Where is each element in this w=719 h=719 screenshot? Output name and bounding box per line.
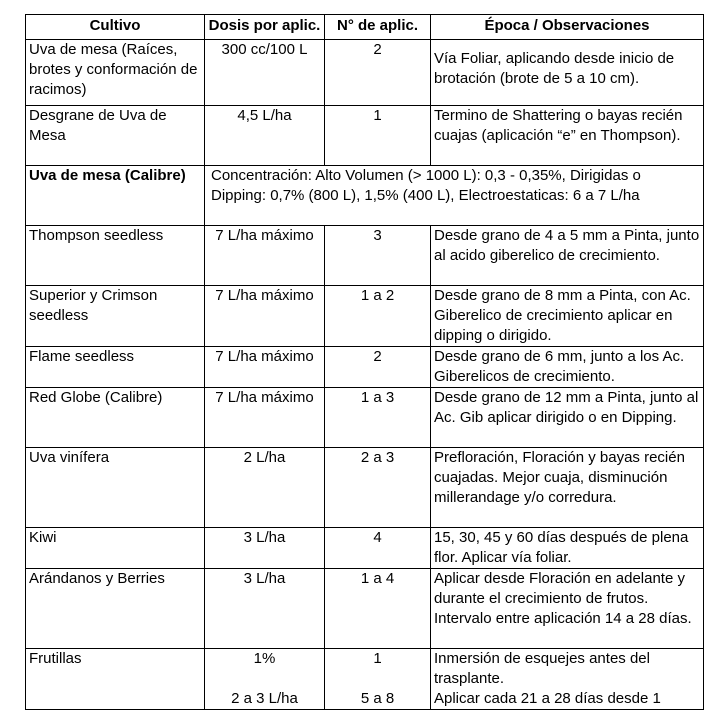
- cell-n-aplic: 4: [325, 528, 431, 569]
- cell-n-aplic: 2: [325, 40, 431, 106]
- cell-dosis: [205, 649, 325, 710]
- cell-n-aplic: 1 a 2: [325, 286, 431, 347]
- cell-obs: Termino de Shattering o bayas recién cuajas (aplicación “e” en Thompson).: [431, 106, 704, 166]
- cell-cultivo: Thompson seedless: [26, 226, 205, 286]
- cell-obs: Desde grano de 4 a 5 mm a Pinta, junto al acido giberelico de crecimiento.: [431, 226, 704, 286]
- cell-cultivo: Frutillas: [26, 649, 205, 710]
- table-row: [26, 286, 704, 347]
- dosis-line-2: 2 a 3 L/ha: [231, 690, 298, 707]
- n-aplic-line-2: 5 a 8: [360, 690, 395, 707]
- cell-dosis: 7 L/ha máximo: [205, 388, 325, 448]
- cell-obs: Desde grano de 6 mm, junto a los Ac. Giberelicos de crecimiento.: [431, 347, 704, 388]
- cell-cultivo: Uva vinífera: [26, 448, 205, 528]
- cell-obs: Desde grano de 8 mm a Pinta, con Ac. Giberelico de crecimiento aplicar en dipping o dirigido.: [431, 286, 704, 347]
- cell-obs: 15, 30, 45 y 60 días después de plena flor. Aplicar vía foliar.: [431, 528, 704, 569]
- cell-cultivo: Desgrane de Uva de Mesa: [26, 106, 205, 166]
- cell-dosis: 7 L/ha máximo: [205, 286, 325, 347]
- cell-dosis: 4,5 L/ha: [205, 106, 325, 166]
- cell-dosis: 7 L/ha máximo: [205, 347, 325, 388]
- cell-dosis: 300 cc/100 L: [205, 40, 325, 106]
- table-row: [26, 40, 704, 106]
- cell-cultivo: Uva de mesa (Calibre): [26, 166, 205, 226]
- table-row: [26, 528, 704, 569]
- cell-cultivo: Uva de mesa (Raíces, brotes y conformación de racimos): [26, 40, 205, 106]
- dosis-line-1: 1%: [253, 650, 276, 667]
- cell-n-aplic: 1 a 4: [325, 569, 431, 649]
- cell-n-aplic: 1: [325, 106, 431, 166]
- cell-obs: Vía Foliar, aplicando desde inicio de brotación (brote de 5 a 10 cm).: [431, 40, 704, 106]
- cell-n-aplic: 2 a 3: [325, 448, 431, 528]
- cell-cultivo: Superior y Crimson seedless: [26, 286, 205, 347]
- header-n-aplic: N° de aplic.: [325, 15, 431, 40]
- cell-concentration: Concentración: Alto Volumen (> 1000 L): 0,3 - 0,35%, Dirigidas o Dipping: 0,7% (800 L), 1,5% (400 L), Electroestaticas: 6 a 7 L/ha: [205, 166, 704, 226]
- cell-n-aplic: 3: [325, 226, 431, 286]
- application-table: [25, 14, 704, 710]
- cell-cultivo: Red Globe (Calibre): [26, 388, 205, 448]
- cell-obs: Desde grano de 12 mm a Pinta, junto al Ac. Gib aplicar dirigido o en Dipping.: [431, 388, 704, 448]
- cell-n-aplic: 1 a 3: [325, 388, 431, 448]
- obs-line-1: Inmersión de esquejes antes del trasplante.: [434, 650, 650, 687]
- table-row: [26, 106, 704, 166]
- cell-dosis: 7 L/ha máximo: [205, 226, 325, 286]
- obs-line-2: Aplicar cada 21 a 28 días desde 1: [434, 690, 661, 707]
- cell-dosis: 2 L/ha: [205, 448, 325, 528]
- table-row-concentration: [26, 166, 704, 226]
- cell-cultivo: Arándanos y Berries: [26, 569, 205, 649]
- table-row: [26, 649, 704, 710]
- cell-obs: [431, 649, 704, 710]
- cell-obs: Prefloración, Floración y bayas recién cuajadas. Mejor cuaja, disminución millerandage y/o corredura.: [431, 448, 704, 528]
- header-row: [26, 15, 704, 40]
- cell-cultivo: Flame seedless: [26, 347, 205, 388]
- cell-n-aplic: 2: [325, 347, 431, 388]
- table-row: [26, 347, 704, 388]
- cell-n-aplic: [325, 649, 431, 710]
- cell-dosis: 3 L/ha: [205, 528, 325, 569]
- table-row: [26, 388, 704, 448]
- table-row: [26, 448, 704, 528]
- cell-obs: Aplicar desde Floración en adelante y durante el crecimiento de frutos. Intervalo entre aplicación 14 a 28 días.: [431, 569, 704, 649]
- n-aplic-line-1: 1: [373, 650, 382, 667]
- table-row: [26, 226, 704, 286]
- table-row: [26, 569, 704, 649]
- header-epoca: Época / Observaciones: [431, 15, 704, 40]
- cell-cultivo: Kiwi: [26, 528, 205, 569]
- cell-dosis: 3 L/ha: [205, 569, 325, 649]
- header-dosis: Dosis por aplic.: [205, 15, 325, 40]
- header-cultivo: Cultivo: [26, 15, 205, 40]
